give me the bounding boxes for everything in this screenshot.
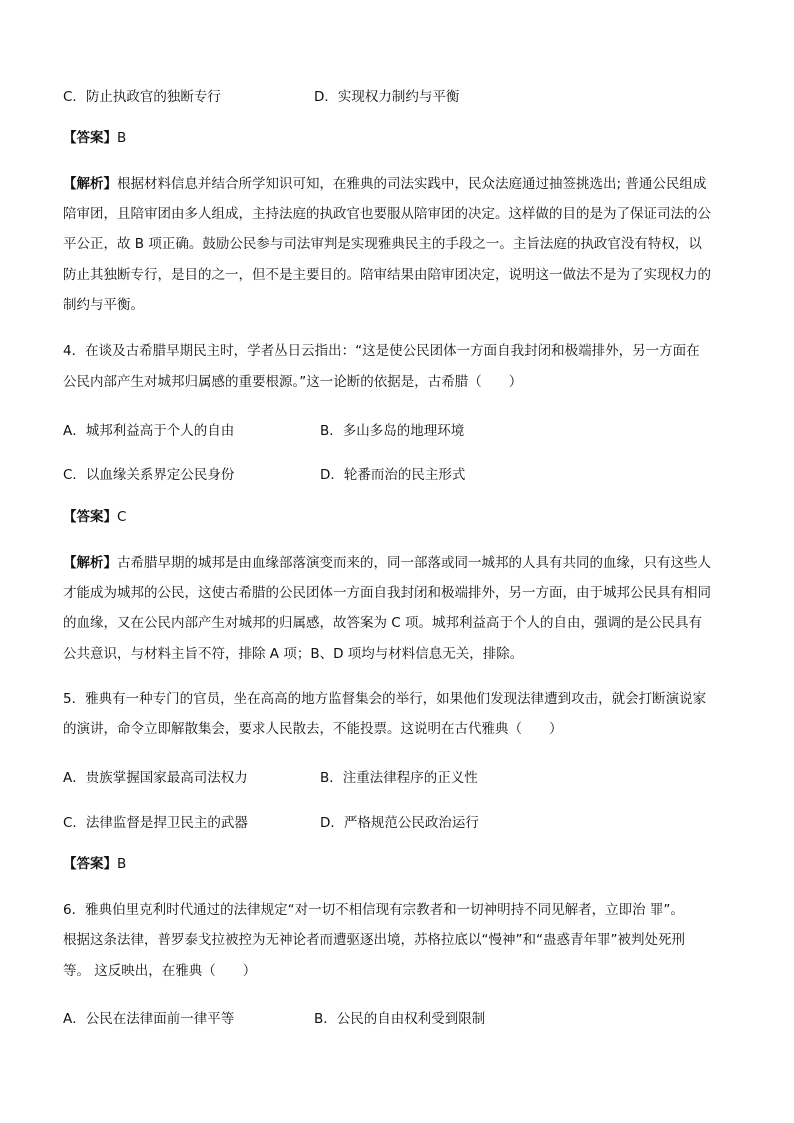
answer-label: 【答案】 xyxy=(63,130,117,146)
q6-option-b: B．公民的自由权利受到限制 xyxy=(314,1011,486,1027)
q5-option-a: A．贵族掌握国家最高司法权力 xyxy=(63,770,248,786)
analysis-label: 【解析】 xyxy=(63,176,117,192)
q3-analysis-line: 平公正，故 B 项正确。鼓励公民参与司法审判是实现雅典民主的手段之一。主旨法庭的执政官没有特权，以 xyxy=(63,236,702,252)
analysis-label: 【解析】 xyxy=(63,555,117,571)
q4-option-c: C．以血缘关系界定公民身份 xyxy=(63,467,235,483)
q4-analysis-line: 的血缘，又在公民内部产生对城邦的归属感，故答案为 C 项。城邦利益高于个人的自由，强调的是公民具有 xyxy=(63,615,703,631)
q5-stem-line: 的演讲，命令立即解散集会，要求人民散去，不能投票。这说明在古代雅典（ ） xyxy=(63,721,563,737)
q6-stem-line: 等。 这反映出，在雅典（ ） xyxy=(63,963,257,979)
q4-analysis-line: 【解析】古希腊早期的城邦是由血缘部落演变而来的，同一部落或同一城邦的人具有共同的血缘，只有这些人 xyxy=(63,555,711,571)
q5-stem-line: 5．雅典有一种专门的官员，坐在高高的地方监督集会的举行，如果他们发现法律遭到攻击，就会打断演说家 xyxy=(63,691,707,707)
q5-option-b: B．注重法律程序的正义性 xyxy=(320,770,478,786)
q4-option-d: D．轮番而治的民主形式 xyxy=(320,467,466,483)
answer-label: 【答案】 xyxy=(63,509,117,525)
q4-analysis-line: 公共意识，与材料主旨不符，排除 A 项；B、D 项均与材料信息无关，排除。 xyxy=(63,646,524,662)
q5-option-c: C．法律监督是捍卫民主的武器 xyxy=(63,815,248,831)
q3-analysis-line: 陪审团，且陪审团由多人组成，主持法庭的执政官也要服从陪审团的决定。这样做的目的是为了保证司法的公 xyxy=(63,206,711,222)
q3-analysis-line: 制约与平衡。 xyxy=(63,297,144,313)
q4-analysis-line: 才能成为城邦的公民，这使古希腊的公民团体一方面自我封闭和极端排外，另一方面，由于城邦公民具有相同 xyxy=(63,585,711,601)
q4-option-b: B．多山多岛的地理环境 xyxy=(320,423,465,439)
q4-answer xyxy=(63,507,126,527)
answer-value: B xyxy=(117,856,127,872)
q3-option-c: C．防止执政官的独断专行 xyxy=(63,89,221,105)
q6-stem-line: 根据这条法律，普罗泰戈拉被控为无神论者而遭驱逐出境，苏格拉底以“慢神”和“蛊惑青年罪”被判处死刑 xyxy=(63,932,685,948)
q3-analysis-line: 【解析】根据材料信息并结合所学知识可知，在雅典的司法实践中，民众法庭通过抽签挑选出; 普通公民组成 xyxy=(63,176,707,192)
answer-label: 【答案】 xyxy=(63,856,117,872)
q6-stem-line: 6．雅典伯里克利时代通过的法律规定“对一切不相信现有宗教者和一切神明持不同见解者，立即治 罪”。 xyxy=(63,902,684,918)
q4-stem-line: 4．在谈及古希腊早期民主时，学者丛日云指出：“这是使公民团体一方面自我封闭和极端排外，另一方面在 xyxy=(63,343,700,359)
q4-option-a: A．城邦利益高于个人的自由 xyxy=(63,423,235,439)
q4-stem-line: 公民内部产生对城邦归属感的重要根源。”这一论断的依据是，古希腊（ ） xyxy=(63,374,523,390)
q3-option-d: D．实现权力制约与平衡 xyxy=(314,89,460,105)
q5-option-d: D．严格规范公民政治运行 xyxy=(320,815,479,831)
answer-value: C xyxy=(117,509,127,525)
q5-answer xyxy=(63,854,126,874)
q6-option-a: A．公民在法律面前一律平等 xyxy=(63,1011,235,1027)
answer-value: B xyxy=(117,130,127,146)
q3-analysis-line: 防止其独断专行，是目的之一，但不是主要目的。陪审结果由陪审团决定，说明这一做法不是为了实现权力的 xyxy=(63,267,711,283)
q3-answer xyxy=(63,128,126,148)
